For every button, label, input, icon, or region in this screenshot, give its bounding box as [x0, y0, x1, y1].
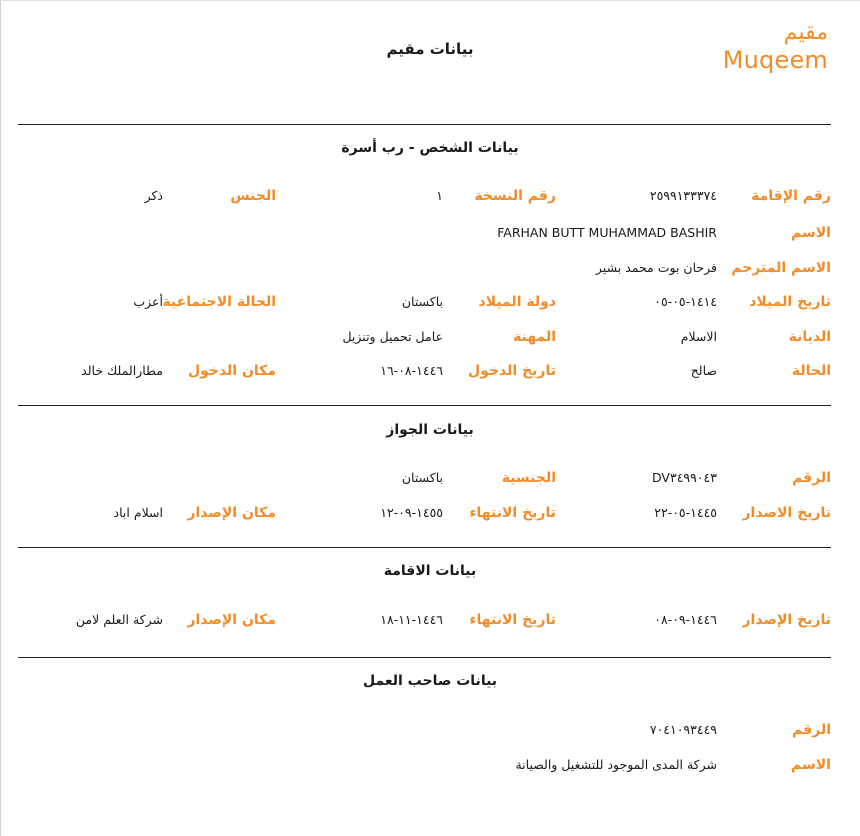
- page-title: بيانات مقيم: [386, 40, 474, 58]
- occupation-label: المهنة: [513, 329, 556, 345]
- employer-name-value: شركة المدى الموجود للتشغيل والصيانة: [515, 757, 717, 772]
- entry-date-label: تاريخ الدخول: [468, 363, 556, 379]
- marital-status-label: الحالة الاجتماعية: [162, 294, 276, 310]
- passport-number-label: الرقم: [792, 470, 831, 486]
- passport-expiry-date-value: ١٤٥٥-٠٩-١٢: [380, 505, 443, 520]
- muqeem-logo: [723, 20, 828, 74]
- name-label: الاسم: [791, 225, 831, 241]
- nationality-label: الجنسية: [501, 470, 556, 486]
- passport-section-title: بيانات الجواز: [386, 422, 474, 438]
- passport-issue-place-value: اسلام اباد: [113, 505, 163, 520]
- employer-section-title: بيانات صاحب العمل: [362, 673, 498, 689]
- translated-name-value: فرحان بوت محمد بشير: [595, 260, 717, 275]
- status-value: صالح: [690, 363, 717, 378]
- page-border-left: [0, 0, 1, 836]
- entry-place-label: مكان الدخول: [187, 363, 276, 379]
- divider: [18, 547, 831, 548]
- iqama-issue-date-value: ١٤٤٦-٠٩-٠٨: [654, 612, 717, 627]
- person-section-title: بيانات الشخص - رب أسرة: [341, 140, 519, 156]
- iqama-expiry-date-label: تاريخ الانتهاء: [469, 612, 556, 628]
- divider: [18, 124, 831, 125]
- birth-date-label: تاريخ الميلاد: [749, 294, 831, 310]
- page-border-top: [0, 0, 860, 1]
- religion-label: الديانة: [788, 329, 831, 345]
- employer-name-label: الاسم: [791, 757, 831, 773]
- gender-value: ذكر: [144, 188, 163, 203]
- passport-issue-place-label: مكان الإصدار: [187, 505, 276, 521]
- iqama-section-title: بيانات الاقامة: [383, 563, 477, 579]
- entry-place-value: مطارالملك خالد: [81, 363, 163, 378]
- name-value: FARHAN BUTT MUHAMMAD BASHIR: [497, 225, 717, 240]
- copy-number-label: رقم النسخة: [474, 188, 556, 204]
- birth-country-label: دولة الميلاد: [478, 294, 556, 310]
- gender-label: الجنس: [230, 188, 276, 204]
- nationality-value: باكستان: [401, 470, 443, 485]
- copy-number-value: ١: [436, 188, 443, 203]
- status-label: الحالة: [791, 363, 831, 379]
- divider: [18, 657, 831, 658]
- iqama-expiry-date-value: ١٤٤٦-١١-١٨: [380, 612, 443, 627]
- iqama-number-label: رقم الإقامة: [751, 188, 831, 204]
- iqama-issue-date-label: تاريخ الإصدار: [742, 612, 831, 628]
- marital-status-value: أعزب: [133, 294, 163, 309]
- logo-english-text: Muqeem: [722, 46, 828, 74]
- employer-number-label: الرقم: [792, 722, 831, 738]
- birth-country-value: باكستان: [401, 294, 443, 309]
- employer-number-value: ٧٠٤١٠٩٣٤٤٩: [649, 722, 717, 737]
- translated-name-label: الاسم المترجم: [731, 260, 831, 276]
- passport-issue-date-label: تاريخ الاصدار: [742, 505, 831, 521]
- passport-number-value: DV٣٤٩٩٠٤٣: [652, 470, 717, 485]
- logo-arabic-text: مقيم: [783, 20, 828, 45]
- passport-issue-date-value: ١٤٤٥-٠٥-٢٢: [654, 505, 717, 520]
- passport-expiry-date-label: تاريخ الانتهاء: [469, 505, 556, 521]
- iqama-number-value: ٢٥٩٩١٣٣٣٧٤: [649, 188, 717, 203]
- birth-date-value: ١٤١٤-٠٥-٠٥: [654, 294, 717, 309]
- entry-date-value: ١٤٤٦-٠٨-١٦: [380, 363, 443, 378]
- religion-value: الاسلام: [680, 329, 717, 344]
- occupation-value: عامل تحميل وتنزيل: [342, 329, 443, 344]
- iqama-issue-place-value: شركة العلم لامن: [75, 612, 163, 627]
- divider: [18, 405, 831, 406]
- iqama-issue-place-label: مكان الإصدار: [187, 612, 276, 628]
